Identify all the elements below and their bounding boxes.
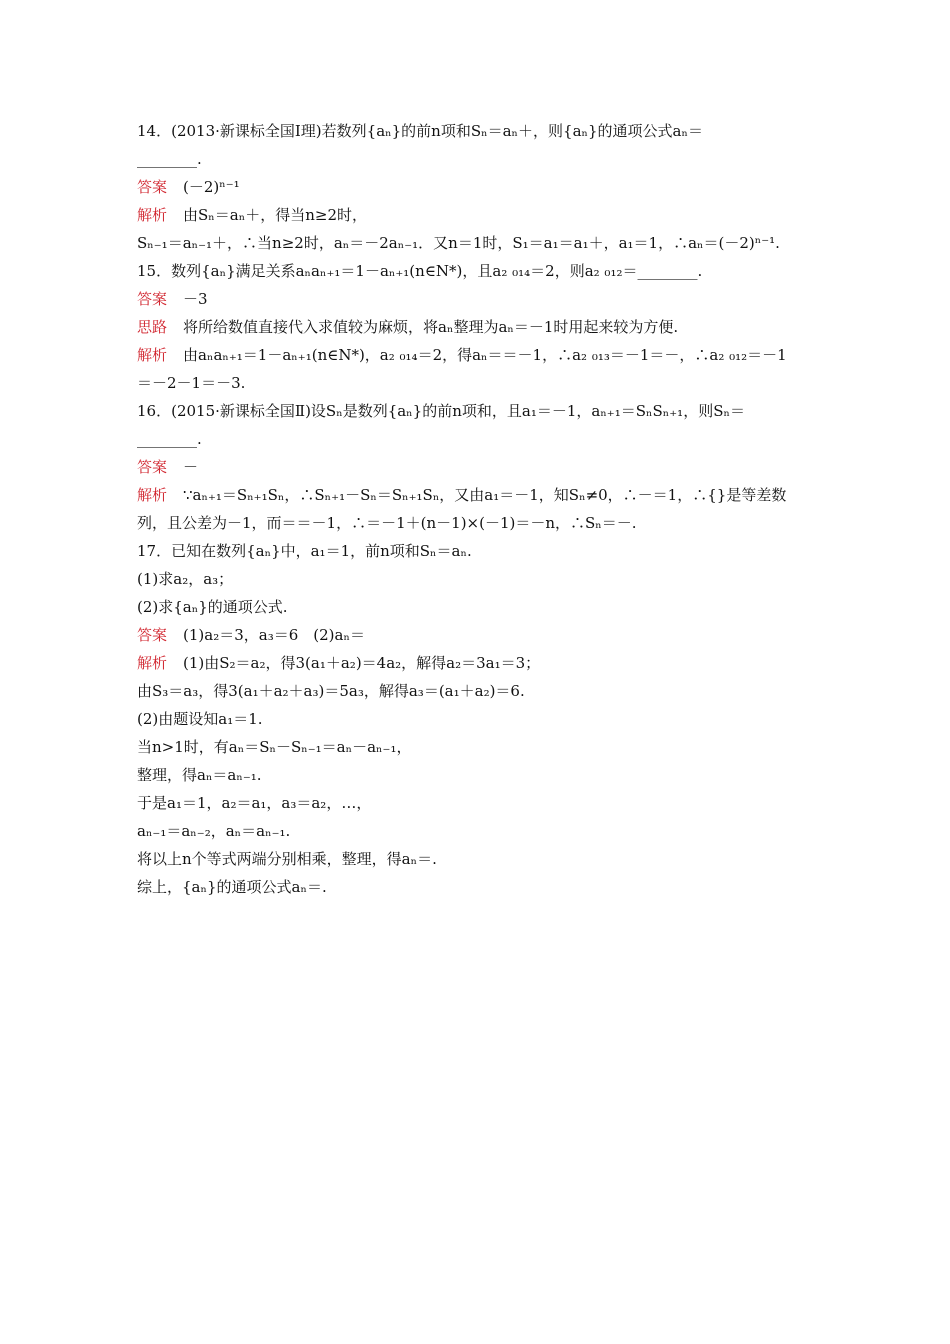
text-line [137, 709, 827, 729]
line-text: ________. [137, 150, 202, 168]
line-text: 列，且公差为－1，而＝＝－1，∴＝－1＋(n－1)×(－1)＝－n，∴Sₙ＝－. [137, 514, 637, 532]
line-text: ________. [137, 430, 202, 448]
line-text: ∵aₙ₊₁＝Sₙ₊₁Sₙ，∴Sₙ₊₁－Sₙ＝Sₙ₊₁Sₙ，又由a₁＝－1，知Sₙ≠0，∴－＝1，∴{}是等差数 [183, 486, 787, 504]
section-label: 思路 [137, 318, 168, 336]
text-line [137, 877, 827, 897]
line-text: 16．(2015·新课标全国Ⅱ)设Sₙ是数列{aₙ}的前n项和，且a₁＝－1，aₙ₊₁＝SₙSₙ₊₁，则Sₙ＝ [137, 402, 745, 420]
line-text: －3 [183, 290, 208, 308]
text-line [137, 345, 827, 365]
text-line [137, 737, 827, 757]
section-label: 答案 [137, 178, 168, 196]
line-text: 将所给数值直接代入求值较为麻烦，将aₙ整理为aₙ＝－1时用起来较为方便. [183, 318, 679, 336]
text-line [137, 317, 827, 337]
text-line [137, 149, 827, 169]
line-text: 于是a₁＝1，a₂＝a₁，a₃＝a₂，…， [137, 794, 372, 812]
section-label: 答案 [137, 626, 168, 644]
text-line [137, 793, 827, 813]
text-line [137, 373, 827, 393]
line-text: 由S₃＝a₃，得3(a₁＋a₂＋a₃)＝5a₃，解得a₃＝(a₁＋a₂)＝6. [137, 682, 525, 700]
section-label: 解析 [137, 486, 168, 504]
line-text: (1)由S₂＝a₂，得3(a₁＋a₂)＝4a₂，解得a₂＝3a₁＝3； [183, 654, 541, 672]
section-label: 解析 [137, 346, 168, 364]
text-line [137, 289, 827, 309]
text-line [137, 681, 827, 701]
line-text: 由aₙaₙ₊₁＝1－aₙ₊₁(n∈N*)，a₂ ₀₁₄＝2，得aₙ＝＝－1，∴a₂ ₀₁₃＝－1＝－，∴a₂ ₀₁₂＝－1 [183, 346, 787, 364]
section-label: 解析 [137, 654, 168, 672]
line-text: (1)a₂＝3，a₃＝6 (2)aₙ＝ [183, 626, 365, 644]
text-line [137, 653, 827, 673]
line-text: 由Sₙ＝aₙ＋，得当n≥2时， [183, 206, 367, 224]
text-line [137, 177, 827, 197]
text-line [137, 233, 827, 253]
text-line [137, 849, 827, 869]
line-text: aₙ₋₁＝aₙ₋₂，aₙ＝aₙ₋₁. [137, 822, 291, 840]
text-line [137, 821, 827, 841]
section-label: 解析 [137, 206, 168, 224]
text-line [137, 765, 827, 785]
text-line [137, 485, 827, 505]
section-label: 答案 [137, 290, 168, 308]
line-text: ＝－2－1＝－3. [137, 374, 246, 392]
section-label: 答案 [137, 458, 168, 476]
text-line [137, 597, 827, 617]
line-text: (1)求a₂，a₃； [137, 570, 234, 588]
text-line [137, 513, 827, 533]
line-text: 综上，{aₙ}的通项公式aₙ＝. [137, 878, 327, 896]
text-line [137, 541, 827, 561]
line-text: Sₙ₋₁＝aₙ₋₁＋，∴当n≥2时，aₙ＝－2aₙ₋₁．又n＝1时，S₁＝a₁＝a₁＋，a₁＝1，∴aₙ＝(－2)ⁿ⁻¹. [137, 234, 780, 252]
text-line [137, 569, 827, 589]
text-line [137, 401, 827, 421]
line-text: 15．数列{aₙ}满足关系aₙaₙ₊₁＝1－aₙ₊₁(n∈N*)，且a₂ ₀₁₄＝2，则a₂ ₀₁₂＝________. [137, 262, 703, 280]
text-line [137, 205, 827, 225]
line-text: 将以上n个等式两端分别相乘，整理，得aₙ＝. [137, 850, 437, 868]
text-line [137, 261, 827, 281]
line-text: 14．(2013·新课标全国Ⅰ理)若数列{aₙ}的前n项和Sₙ＝aₙ＋，则{aₙ}的通项公式aₙ＝ [137, 122, 703, 140]
text-line [137, 457, 827, 477]
line-text: 17．已知在数列{aₙ}中，a₁＝1，前n项和Sₙ＝aₙ. [137, 542, 472, 560]
line-text: (2)求{aₙ}的通项公式. [137, 598, 288, 616]
line-text: (2)由题设知a₁＝1. [137, 710, 263, 728]
line-text: 整理，得aₙ＝aₙ₋₁. [137, 766, 262, 784]
line-text: － [183, 458, 199, 476]
text-line [137, 121, 827, 141]
line-text: 当n>1时，有aₙ＝Sₙ－Sₙ₋₁＝aₙ－aₙ₋₁， [137, 738, 412, 756]
text-line [137, 625, 827, 645]
text-line [137, 429, 827, 449]
line-text: (－2)ⁿ⁻¹ [183, 178, 240, 196]
